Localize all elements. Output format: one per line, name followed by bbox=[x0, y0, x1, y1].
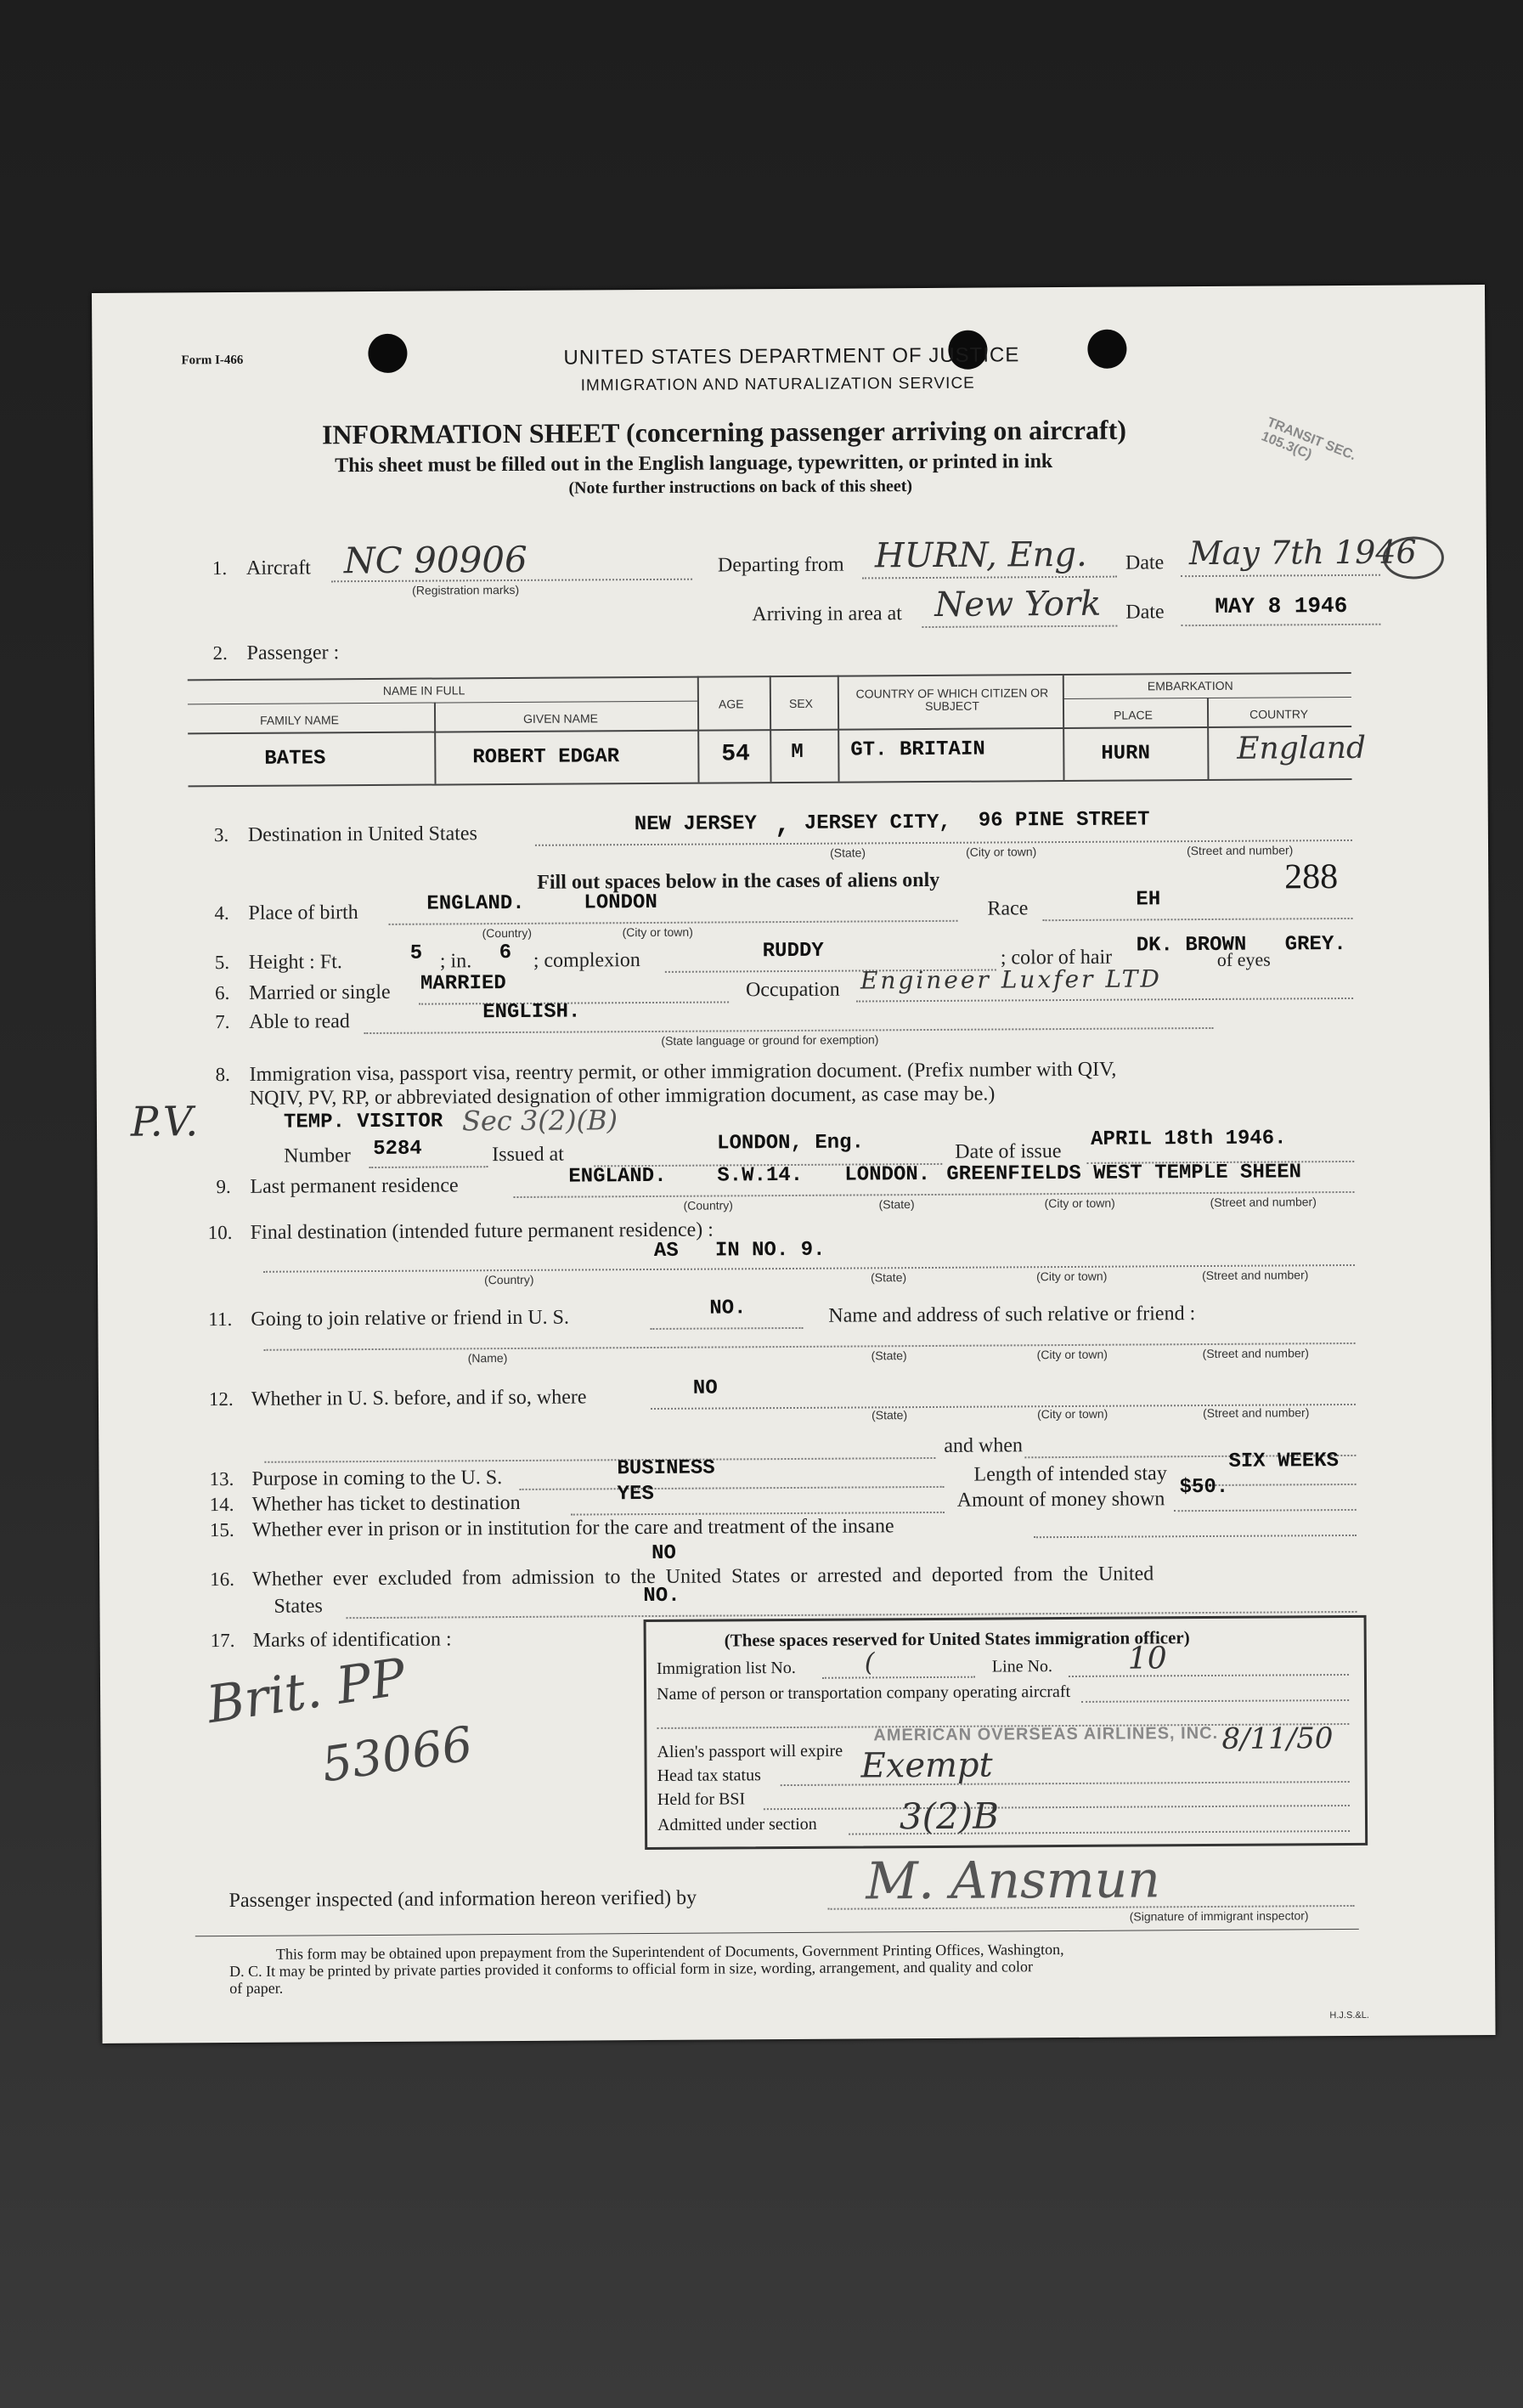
item-number: 12. bbox=[208, 1388, 234, 1410]
caption: (Street and number) bbox=[1210, 1195, 1317, 1209]
item-number: 5. bbox=[214, 952, 230, 974]
relative-name-label: Name and address of such relative or friend : bbox=[828, 1303, 1196, 1327]
document-instructions: NQIV, PV, RP, or abbreviated designation of other immigration document, as case may be.) bbox=[249, 1082, 996, 1110]
caption: (State language or ground for exemption) bbox=[661, 1032, 879, 1048]
citizen-country-header: COUNTRY OF WHICH CITIZEN OR SUBJECT bbox=[855, 686, 1049, 714]
prison-value: NO bbox=[651, 1541, 676, 1566]
complexion-value: RUDDY bbox=[762, 939, 824, 964]
stay-label: Length of intended stay bbox=[973, 1462, 1167, 1486]
caption: (Signature of immigrant inspector) bbox=[1129, 1908, 1309, 1924]
last-residence-state: S.W.14. bbox=[717, 1163, 804, 1188]
read-label: Able to read bbox=[249, 1010, 350, 1033]
birthplace-label: Place of birth bbox=[248, 902, 358, 924]
family-name-value: BATES bbox=[264, 747, 326, 771]
item-number: 14. bbox=[209, 1494, 234, 1516]
footer-text: This form may be obtained upon prepayment from the Superintendent of Documents, Government Printing Offices, Washington, bbox=[275, 1941, 1064, 1963]
list-number-label: Immigration list No. bbox=[656, 1658, 796, 1678]
item-number: 13. bbox=[209, 1468, 234, 1490]
given-name-value: ROBERT EDGAR bbox=[472, 745, 620, 770]
transit-stamp: TRANSIT SEC. 105.3(C) bbox=[1259, 415, 1358, 464]
form-id: Form I-466 bbox=[181, 353, 244, 368]
issue-date-value: APRIL 18th 1946. bbox=[1091, 1127, 1287, 1151]
caption: (Street and number) bbox=[1202, 1346, 1309, 1361]
excluded-value: NO. bbox=[643, 1584, 680, 1608]
caption: (State) bbox=[829, 845, 866, 860]
money-value: $50. bbox=[1179, 1475, 1229, 1500]
caption: (Street and number) bbox=[1186, 843, 1294, 858]
footer-text: D. C. It may be printed by private parties provided it conforms to official form in size, wording, arrangement, and quality and color bbox=[229, 1958, 1034, 1981]
passport-expiry-label: Alien's passport will expire bbox=[657, 1741, 843, 1761]
join-relative-value: NO. bbox=[709, 1297, 747, 1320]
identification-handwriting: Brit. PP bbox=[203, 1647, 409, 1736]
given-name-header: GIVEN NAME bbox=[523, 711, 599, 726]
previous-visit-label: Whether in U. S. before, and if so, where bbox=[251, 1386, 587, 1410]
last-residence-label: Last permanent residence bbox=[250, 1174, 459, 1198]
excluded-label: Whether ever excluded from admission to the United States or arrested and deported from the United bbox=[252, 1563, 1154, 1591]
caption: (Country) bbox=[484, 1272, 534, 1287]
item-number: 10. bbox=[207, 1222, 233, 1244]
destination-city: JERSEY CITY, bbox=[804, 811, 951, 835]
head-tax-label: Head tax status bbox=[657, 1766, 761, 1785]
destination-state: NEW JERSEY bbox=[634, 812, 757, 837]
read-value: ENGLISH. bbox=[482, 1000, 581, 1025]
list-number-value: ( bbox=[864, 1648, 875, 1678]
marital-label: Married or single bbox=[248, 981, 391, 1004]
race-label: Race bbox=[987, 897, 1029, 920]
issued-at-label: Issued at bbox=[492, 1143, 564, 1167]
arrival-date-stamp: MAY 8 1946 bbox=[1215, 592, 1348, 619]
caption: (City or town) bbox=[1036, 1269, 1108, 1284]
head-tax-value: Exempt bbox=[860, 1745, 993, 1786]
family-name-header: FAMILY NAME bbox=[260, 713, 339, 727]
identification-handwriting: 53066 bbox=[318, 1716, 477, 1794]
caption: (State) bbox=[871, 1270, 907, 1285]
embark-place-header: PLACE bbox=[1114, 708, 1154, 722]
eyes-value: GREY. bbox=[1284, 932, 1346, 957]
occupation-label: Occupation bbox=[745, 978, 840, 1002]
information-sheet: Form I-466 UNITED STATES DEPARTMENT OF JUSTICE IMMIGRATION AND NATURALIZATION SERVICE INFORMATION SHEET (concerning passenger arriving on aircraft) This sheet must be filled out in the English language, typewritten, or printed in ink (Note further instructions on back of this sheet) TRANSIT SEC. 105.3(C) 1. Aircraft NC 90906 (Registration marks) Departing from HURN, Eng. Date May 7th 1946 Arriving in area at New York Date MAY 8 1946 2. Passenger : NAME IN FULL FAMILY NAME GIVEN NAME AGE SEX COUNTRY OF WHICH CITIZEN OR SUBJECT EMBARKATION PLACE COUNTRY BATES ROBERT EDGAR 54 M GT. BRITAIN HURN England 3. Destination in United States NEW JERSEY , JERSEY CITY, 96 PINE STREET (State) (City or town) (Street and number) Fill out spaces below in the cases of aliens only 288 4. Place of birth ENGLAND. LONDON (Country) (City or town) Race EH 5. Height : Ft. 5 ; in. 6 ; complexion RUDDY ; color of hair DK. BROWN of eyes GREY. 6. Married or single MARRIED Occupation Engineer Luxfer LTD 7. Able to read ENGLISH. (State language or ground for exemption) 8. Immigration visa, passport visa, reentry permit, or other immigration document. (Prefix number with QIV, NQIV, PV, RP, or abbreviated designation of other immigration document, as case may be.) P.V. TEMP. VISITOR Sec 3(2)(B) Number 5284 Issued at LONDON, Eng. Date of issue APRIL 18th 1946. 9. Last permanent residence ENGLAND. S.W.14. LONDON. GREENFIELDS WEST TEMPLE SHEEN (Country) (State) (City or town) (Street and number) 10. Final destination (intended future permanent residence) : AS IN NO. 9. (Country) (State) (City or town) (Street and number) 11. Going to join relative or friend in U. S. NO. Name and address of such relative or friend : (Name) (State) (City or town) (Street and number) 12. Whether in U. S. before, and if so, where NO (State) (City or town) (Street and number) and when 13. Purpose in coming to the U. S. BUSINESS Length of intended stay SIX WEEKS 14. Whether has ticket to destination YES Amount of money shown $50. 15. Whether ever in prison or in institution for the care and treatment of the insane NO 16. Whether ever excluded from admission to the United States or arrested and deported from the United States NO. 17. Marks of identification : Brit. PP 53066 (These spaces reserved for United States immigration officer) Immigration list No. ( Line No. 10 Name of person or transportation company operating aircraft AMERICAN OVERSEAS AIRLINES, INC. Alien's passport will expire 8/11/50 Head tax status Exempt Held for BSI Admitted under section 3(2)B Passenger inspected (and information hereon verified) by M. Ansmun (Signature of immigrant inspector) This form may be obtained upon prepayment from the Superintendent of Documents, Government Printing Offices, Washington, D. C. It may be printed by private parties provided it conforms to official form in size, wording, arrangement, and quality and color of paper. H.J.S.&L. bbox=[92, 285, 1496, 2043]
service-name: IMMIGRATION AND NATURALIZATION SERVICE bbox=[580, 374, 975, 395]
complexion-label: ; complexion bbox=[533, 949, 640, 972]
arriving-value: New York bbox=[934, 584, 1102, 625]
purpose-label: Purpose in coming to the U. S. bbox=[251, 1467, 503, 1490]
caption: (City or town) bbox=[1037, 1406, 1108, 1422]
height-feet: 5 bbox=[409, 941, 423, 965]
document-number: 5284 bbox=[373, 1137, 422, 1161]
company-stamp: AMERICAN OVERSEAS AIRLINES, INC. bbox=[873, 1723, 1219, 1745]
punch-hole bbox=[368, 334, 407, 373]
printer-code: H.J.S.&L. bbox=[1329, 2009, 1369, 2021]
height-inches: 6 bbox=[499, 941, 512, 965]
aircraft-value: NC 90906 bbox=[343, 538, 527, 582]
punch-hole bbox=[1087, 330, 1126, 369]
caption: (Country) bbox=[482, 925, 533, 941]
passenger-label: Passenger : bbox=[246, 642, 340, 664]
last-residence-street: GREENFIELDS WEST TEMPLE SHEEN bbox=[946, 1161, 1302, 1186]
race-value: EH bbox=[1136, 888, 1161, 912]
caption: (State) bbox=[871, 1348, 907, 1363]
line-number-label: Line No. bbox=[991, 1657, 1053, 1676]
admitted-section-label: Admitted under section bbox=[657, 1814, 817, 1834]
occupation-value: Engineer Luxfer LTD bbox=[860, 964, 1162, 995]
document-type: TEMP. VISITOR bbox=[283, 1110, 443, 1134]
sex-header: SEX bbox=[788, 696, 814, 710]
footer-text: of paper. bbox=[229, 1979, 284, 1998]
caption: (City or town) bbox=[622, 924, 693, 940]
eyes-label: of eyes bbox=[1216, 948, 1271, 970]
item-number: 4. bbox=[214, 902, 229, 924]
citizen-value: GT. BRITAIN bbox=[850, 738, 985, 762]
excluded-label-cont: States bbox=[274, 1595, 323, 1618]
form-subtitle: This sheet must be filled out in the English language, typewritten, or printed in ink bbox=[335, 450, 1053, 478]
item-number: 16. bbox=[210, 1569, 235, 1591]
passport-expiry-value: 8/11/50 bbox=[1221, 1721, 1334, 1756]
inspection-label: Passenger inspected (and information hereon verified) by bbox=[228, 1886, 697, 1913]
caption: (Country) bbox=[683, 1198, 733, 1212]
age-header: AGE bbox=[718, 697, 744, 711]
final-destination-value: AS IN NO. 9. bbox=[653, 1238, 826, 1263]
last-residence-city: LONDON. bbox=[844, 1162, 931, 1187]
caption: (City or town) bbox=[1044, 1196, 1115, 1211]
birth-country: ENGLAND. bbox=[426, 891, 525, 916]
identification-label: Marks of identification : bbox=[252, 1628, 452, 1652]
purpose-value: BUSINESS bbox=[617, 1456, 715, 1481]
registration-caption: (Registration marks) bbox=[412, 582, 520, 597]
document-section: Sec 3(2)(B) bbox=[461, 1104, 618, 1138]
destination-street: 96 PINE STREET bbox=[978, 808, 1150, 833]
item-number: 8. bbox=[215, 1064, 230, 1086]
destination-label: Destination in United States bbox=[247, 822, 477, 846]
item-number: 9. bbox=[216, 1176, 231, 1198]
admitted-section-value: 3(2)B bbox=[899, 1795, 1000, 1838]
caption: (City or town) bbox=[1036, 1347, 1108, 1362]
name-in-full-header: NAME IN FULL bbox=[382, 683, 465, 698]
embark-country-value: England bbox=[1237, 730, 1367, 766]
stay-value: SIX WEEKS bbox=[1228, 1450, 1340, 1473]
form-title: INFORMATION SHEET (concerning passenger arriving on aircraft) bbox=[321, 414, 1127, 450]
embarkation-header: EMBARKATION bbox=[1147, 678, 1233, 693]
hair-value: DK. BROWN bbox=[1136, 933, 1247, 958]
arriving-label: Arriving in area at bbox=[752, 602, 902, 626]
bsi-label: Held for BSI bbox=[657, 1789, 746, 1809]
last-residence-country: ENGLAND. bbox=[568, 1164, 667, 1189]
caption: (City or town) bbox=[965, 845, 1037, 859]
inches-label: ; in. bbox=[439, 950, 472, 973]
embark-place-value: HURN bbox=[1101, 742, 1151, 766]
form-note: (Note further instructions on back of this sheet) bbox=[568, 477, 913, 498]
prison-label: Whether ever in prison or in institution for the care and treatment of the insane bbox=[251, 1515, 894, 1541]
departure-date-value: May 7th 1946 bbox=[1188, 533, 1417, 573]
page-number: 288 bbox=[1284, 857, 1339, 897]
department-name: UNITED STATES DEPARTMENT OF JUSTICE bbox=[563, 343, 1020, 370]
departing-label: Departing from bbox=[717, 553, 844, 577]
final-destination-label: Final destination (intended future permanent residence) : bbox=[250, 1218, 714, 1244]
line-number-value: 10 bbox=[1127, 1641, 1167, 1676]
item-number: 1. bbox=[212, 557, 228, 579]
date-label: Date bbox=[1125, 601, 1165, 624]
margin-note: P.V. bbox=[130, 1098, 199, 1146]
item-number: 15. bbox=[209, 1519, 234, 1541]
item-number: 2. bbox=[212, 642, 228, 664]
marital-value: MARRIED bbox=[420, 972, 506, 996]
departing-value: HURN, Eng. bbox=[874, 534, 1087, 576]
company-label: Name of person or transportation company operating aircraft bbox=[657, 1682, 1071, 1704]
item-number: 3. bbox=[213, 824, 229, 846]
caption: (Street and number) bbox=[1202, 1268, 1309, 1283]
and-when-label: and when bbox=[944, 1434, 1024, 1457]
ticket-value: YES bbox=[617, 1482, 654, 1506]
money-label: Amount of money shown bbox=[956, 1488, 1165, 1512]
item-number: 17. bbox=[210, 1630, 235, 1652]
caption: (State) bbox=[878, 1197, 915, 1212]
document-number-label: Number bbox=[284, 1145, 351, 1167]
date-label: Date bbox=[1125, 551, 1165, 574]
inspector-signature: M. Ansmun bbox=[866, 1850, 1161, 1912]
item-number: 11. bbox=[208, 1309, 233, 1331]
previous-visit-value: NO bbox=[692, 1376, 718, 1400]
sex-value: M bbox=[791, 740, 804, 764]
birth-city: LONDON bbox=[584, 890, 657, 915]
issue-date-label: Date of issue bbox=[955, 1140, 1062, 1163]
aircraft-label: Aircraft bbox=[245, 557, 312, 579]
caption: (Name) bbox=[467, 1351, 508, 1365]
item-number: 7. bbox=[215, 1011, 230, 1033]
caption: (Street and number) bbox=[1203, 1405, 1310, 1421]
issued-at-value: LONDON, Eng. bbox=[717, 1131, 865, 1156]
age-value: 54 bbox=[721, 741, 751, 768]
document-instructions: Immigration visa, passport visa, reentry permit, or other immigration document. (Prefix number with QIV, bbox=[249, 1058, 1117, 1086]
ticket-label: Whether has ticket to destination bbox=[251, 1491, 521, 1516]
aliens-note: Fill out spaces below in the cases of aliens only bbox=[537, 868, 940, 894]
caption: (State) bbox=[871, 1408, 908, 1422]
embark-country-header: COUNTRY bbox=[1249, 707, 1309, 721]
hair-label: ; color of hair bbox=[1000, 946, 1113, 969]
height-label: Height : Ft. bbox=[248, 951, 342, 974]
join-relative-label: Going to join relative or friend in U. S. bbox=[251, 1306, 570, 1331]
item-number: 6. bbox=[214, 982, 230, 1004]
officer-box-title: (These spaces reserved for United States immigration officer) bbox=[724, 1627, 1190, 1651]
